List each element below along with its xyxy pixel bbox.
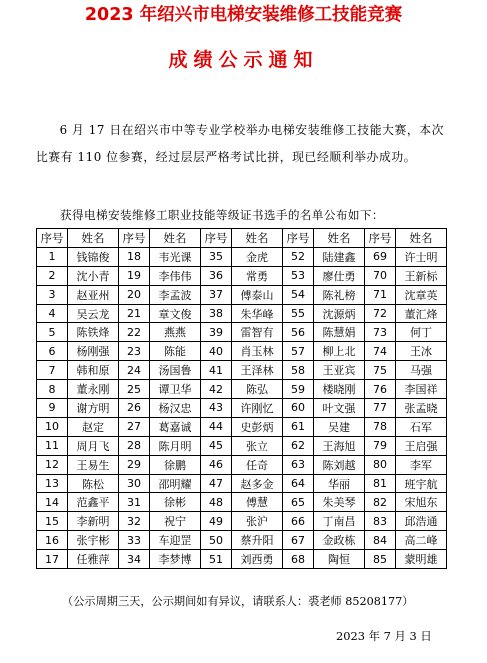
name-cell: 楼晓刚 (314, 380, 365, 399)
name-cell: 任奇 (232, 455, 283, 474)
seq-cell: 81 (365, 474, 396, 493)
name-cell: 陈月明 (150, 436, 201, 455)
name-cell: 张宇彬 (68, 531, 119, 550)
name-cell: 邱浩通 (396, 512, 447, 531)
seq-cell: 75 (365, 361, 396, 380)
name-cell: 章文俊 (150, 304, 201, 323)
header-name: 姓名 (150, 229, 201, 248)
table-row (37, 531, 447, 550)
seq-cell: 40 (201, 342, 232, 361)
seq-cell: 6 (37, 342, 68, 361)
table-row (37, 304, 447, 323)
seq-cell: 34 (119, 550, 150, 569)
name-cell: 蔡升阳 (232, 531, 283, 550)
name-cell: 陈礼榜 (314, 285, 365, 304)
name-cell: 范鑫平 (68, 493, 119, 512)
seq-cell: 22 (119, 323, 150, 342)
seq-cell: 27 (119, 417, 150, 436)
seq-cell: 42 (201, 380, 232, 399)
name-cell: 陈松 (68, 474, 119, 493)
seq-cell: 37 (201, 285, 232, 304)
name-cell: 沈小青 (68, 266, 119, 285)
name-cell: 朱华峰 (232, 304, 283, 323)
seq-cell: 52 (283, 247, 314, 266)
name-cell: 张孟晓 (396, 399, 447, 418)
seq-cell: 58 (283, 361, 314, 380)
name-cell: 史彭炳 (232, 417, 283, 436)
name-cell: 朱美琴 (314, 493, 365, 512)
seq-cell: 66 (283, 512, 314, 531)
seq-cell: 48 (201, 493, 232, 512)
name-cell: 王启强 (396, 436, 447, 455)
header-seq: 序号 (37, 229, 68, 248)
name-cell: 徐鹏 (150, 455, 201, 474)
table-row (37, 474, 447, 493)
seq-cell: 79 (365, 436, 396, 455)
seq-cell: 15 (37, 512, 68, 531)
seq-cell: 62 (283, 436, 314, 455)
name-cell: 赵亚州 (68, 285, 119, 304)
seq-cell: 72 (365, 304, 396, 323)
table-row (37, 247, 447, 266)
table-row (37, 399, 447, 418)
seq-cell: 13 (37, 474, 68, 493)
seq-cell: 49 (201, 512, 232, 531)
seq-cell: 84 (365, 531, 396, 550)
seq-cell: 63 (283, 455, 314, 474)
name-cell: 金政栋 (314, 531, 365, 550)
seq-cell: 70 (365, 266, 396, 285)
seq-cell: 33 (119, 531, 150, 550)
name-cell: 何丁 (396, 323, 447, 342)
seq-cell: 68 (283, 550, 314, 569)
name-cell: 杨汉忠 (150, 399, 201, 418)
seq-cell: 26 (119, 399, 150, 418)
name-cell: 傅慧 (232, 493, 283, 512)
seq-cell: 56 (283, 323, 314, 342)
name-cell: 许士明 (396, 247, 447, 266)
seq-cell: 29 (119, 455, 150, 474)
seq-cell: 47 (201, 474, 232, 493)
name-cell: 谢方明 (68, 399, 119, 418)
header-seq: 序号 (365, 229, 396, 248)
name-cell: 陈刘越 (314, 455, 365, 474)
name-cell: 李孟波 (150, 285, 201, 304)
name-cell: 祝宁 (150, 512, 201, 531)
seq-cell: 38 (201, 304, 232, 323)
seq-cell: 30 (119, 474, 150, 493)
seq-cell: 55 (283, 304, 314, 323)
table-row (37, 361, 447, 380)
name-cell: 石军 (396, 417, 447, 436)
name-cell: 陶恒 (314, 550, 365, 569)
seq-cell: 43 (201, 399, 232, 418)
seq-cell: 28 (119, 436, 150, 455)
seq-cell: 10 (37, 417, 68, 436)
seq-cell: 41 (201, 361, 232, 380)
seq-cell: 51 (201, 550, 232, 569)
seq-cell: 2 (37, 266, 68, 285)
header-name: 姓名 (68, 229, 119, 248)
seq-cell: 39 (201, 323, 232, 342)
seq-cell: 3 (37, 285, 68, 304)
seq-cell: 21 (119, 304, 150, 323)
name-cell: 董汇烽 (396, 304, 447, 323)
table-row (37, 342, 447, 361)
seq-cell: 44 (201, 417, 232, 436)
seq-cell: 50 (201, 531, 232, 550)
name-cell: 廖仕勇 (314, 266, 365, 285)
seq-cell: 25 (119, 380, 150, 399)
name-cell: 王泽林 (232, 361, 283, 380)
name-cell: 燕燕 (150, 323, 201, 342)
seq-cell: 69 (365, 247, 396, 266)
seq-cell: 8 (37, 380, 68, 399)
seq-cell: 59 (283, 380, 314, 399)
table-row (37, 266, 447, 285)
seq-cell: 76 (365, 380, 396, 399)
seq-cell: 77 (365, 399, 396, 418)
name-cell: 葛嘉诚 (150, 417, 201, 436)
title-line-1: 2023 年绍兴市电梯安装维修工技能竞赛 (84, 5, 403, 25)
name-cell: 陈弘 (232, 380, 283, 399)
seq-cell: 11 (37, 436, 68, 455)
table-header-row (37, 229, 447, 248)
name-cell: 华丽 (314, 474, 365, 493)
seq-cell: 7 (37, 361, 68, 380)
name-cell: 任雅萍 (68, 550, 119, 569)
header-name: 姓名 (396, 229, 447, 248)
name-cell: 蒙明雄 (396, 550, 447, 569)
seq-cell: 64 (283, 474, 314, 493)
table-body (37, 247, 447, 568)
name-cell: 宋旭东 (396, 493, 447, 512)
name-cell: 杨刚强 (68, 342, 119, 361)
seq-cell: 18 (119, 247, 150, 266)
name-cell: 王易生 (68, 455, 119, 474)
name-cell: 王新标 (396, 266, 447, 285)
seq-cell: 14 (37, 493, 68, 512)
seq-cell: 67 (283, 531, 314, 550)
name-cell: 常勇 (232, 266, 283, 285)
name-cell: 张沪 (232, 512, 283, 531)
name-cell: 钱锦俊 (68, 247, 119, 266)
table-row (37, 455, 447, 474)
name-cell: 班宇航 (396, 474, 447, 493)
seq-cell: 74 (365, 342, 396, 361)
seq-cell: 32 (119, 512, 150, 531)
title-line-2: 成绩公示通知 (168, 49, 319, 71)
name-cell: 赵定 (68, 417, 119, 436)
intro-paragraph: 6 月 17 日在绍兴市中等专业学校举办电梯安装维修工技能大赛，本次比赛有 110 位参赛，经过层层严格考试比拼，现已经顺利举办成功。 (36, 123, 445, 164)
name-cell: 韩和原 (68, 361, 119, 380)
name-cell: 陆建鑫 (314, 247, 365, 266)
header-seq: 序号 (201, 229, 232, 248)
name-cell: 高二峰 (396, 531, 447, 550)
seq-cell: 46 (201, 455, 232, 474)
name-cell: 董永刚 (68, 380, 119, 399)
seq-cell: 5 (37, 323, 68, 342)
name-cell: 王海旭 (314, 436, 365, 455)
seq-cell: 35 (201, 247, 232, 266)
seq-cell: 31 (119, 493, 150, 512)
publish-date: 2023 年 7 月 3 日 (336, 629, 432, 643)
seq-cell: 61 (283, 417, 314, 436)
name-cell: 李梦博 (150, 550, 201, 569)
name-cell: 肖玉林 (232, 342, 283, 361)
header-seq: 序号 (119, 229, 150, 248)
name-cell: 王亚宾 (314, 361, 365, 380)
name-cell: 柳上北 (314, 342, 365, 361)
name-cell: 傅泰山 (232, 285, 283, 304)
name-cell: 许刚忆 (232, 399, 283, 418)
seq-cell: 12 (37, 455, 68, 474)
seq-cell: 73 (365, 323, 396, 342)
notice-text: （公示周期三天，公示期间如有异议，请联系人：裘老师 85208177） (62, 595, 414, 608)
name-cell: 沈章英 (396, 285, 447, 304)
seq-cell: 83 (365, 512, 396, 531)
name-cell: 沈源炳 (314, 304, 365, 323)
seq-cell: 65 (283, 493, 314, 512)
list-heading: 获得电梯安装维修工职业技能等级证书选手的名单公布如下： (60, 208, 384, 222)
winners-table (36, 228, 447, 569)
name-cell: 吴建 (314, 417, 365, 436)
seq-cell: 82 (365, 493, 396, 512)
table-row (37, 380, 447, 399)
name-cell: 李伟伟 (150, 266, 201, 285)
table-row (37, 323, 447, 342)
seq-cell: 9 (37, 399, 68, 418)
table-row (37, 550, 447, 569)
seq-cell: 36 (201, 266, 232, 285)
name-cell: 张立 (232, 436, 283, 455)
name-cell: 陈能 (150, 342, 201, 361)
seq-cell: 19 (119, 266, 150, 285)
header-name: 姓名 (232, 229, 283, 248)
name-cell: 车迎罡 (150, 531, 201, 550)
seq-cell: 45 (201, 436, 232, 455)
seq-cell: 54 (283, 285, 314, 304)
seq-cell: 20 (119, 285, 150, 304)
seq-cell: 1 (37, 247, 68, 266)
table-row (37, 493, 447, 512)
table-row (37, 417, 447, 436)
seq-cell: 17 (37, 550, 68, 569)
seq-cell: 53 (283, 266, 314, 285)
name-cell: 赵多金 (232, 474, 283, 493)
seq-cell: 80 (365, 455, 396, 474)
name-cell: 邵明耀 (150, 474, 201, 493)
name-cell: 李新明 (68, 512, 119, 531)
seq-cell: 60 (283, 399, 314, 418)
name-cell: 金虎 (232, 247, 283, 266)
name-cell: 汤国鲁 (150, 361, 201, 380)
seq-cell: 85 (365, 550, 396, 569)
seq-cell: 78 (365, 417, 396, 436)
name-cell: 刘西勇 (232, 550, 283, 569)
header-name: 姓名 (314, 229, 365, 248)
name-cell: 吴云龙 (68, 304, 119, 323)
seq-cell: 24 (119, 361, 150, 380)
name-cell: 李国祥 (396, 380, 447, 399)
seq-cell: 16 (37, 531, 68, 550)
name-cell: 陈铁烽 (68, 323, 119, 342)
table-row (37, 436, 447, 455)
name-cell: 李军 (396, 455, 447, 474)
name-cell: 叶文强 (314, 399, 365, 418)
seq-cell: 71 (365, 285, 396, 304)
name-cell: 雷智有 (232, 323, 283, 342)
seq-cell: 4 (37, 304, 68, 323)
seq-cell: 23 (119, 342, 150, 361)
header-seq: 序号 (283, 229, 314, 248)
name-cell: 徐彬 (150, 493, 201, 512)
table-row (37, 285, 447, 304)
name-cell: 谭卫华 (150, 380, 201, 399)
table-row (37, 512, 447, 531)
name-cell: 丁南昌 (314, 512, 365, 531)
name-cell: 马强 (396, 361, 447, 380)
name-cell: 周月飞 (68, 436, 119, 455)
name-cell: 陈慧娟 (314, 323, 365, 342)
seq-cell: 57 (283, 342, 314, 361)
name-cell: 韦光课 (150, 247, 201, 266)
name-cell: 王冰 (396, 342, 447, 361)
